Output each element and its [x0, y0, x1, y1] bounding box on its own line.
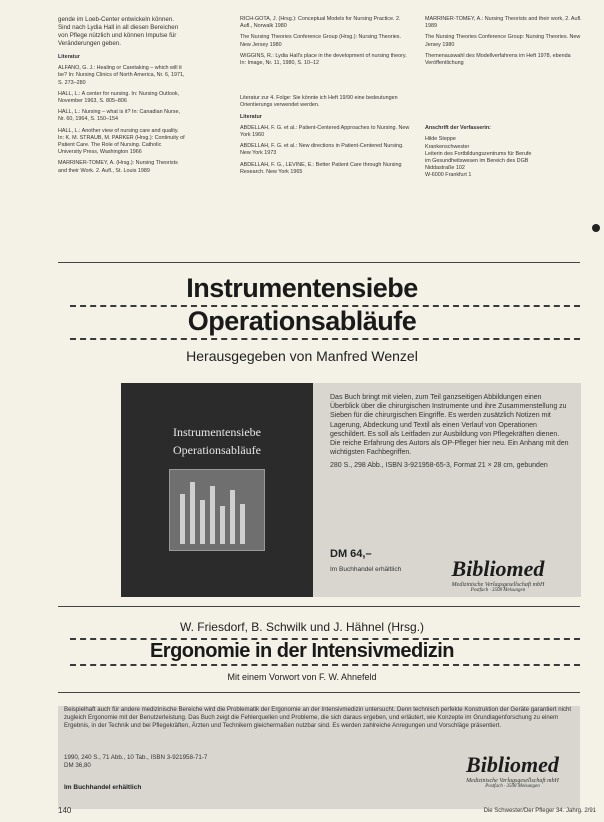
cover-title-1: Instrumentensiebe — [173, 425, 261, 439]
address-line: Hilde Steppe — [425, 136, 456, 143]
book-details: 1990, 240 S., 71 Abb., 10 Tab., ISBN 3-921958-71-7 — [64, 754, 208, 761]
author-address — [425, 136, 590, 179]
reference: HALL, L.: Nursing – what is it? In: Canadian Nurse, Nr. 60, 1964, S. 150–154 — [58, 109, 180, 123]
literature-note: Literatur zur 4. Folge: Sie könnte ich Heft 19/90 eine bedeutungen Orientierungs verwendet werden. — [240, 95, 398, 109]
buy-note: Im Buchhandel erhältlich — [330, 566, 402, 573]
blurb-text: Das Buch bringt mit vielen, zum Teil ganzseitigen Abbildungen einen Überblick über die chirurgischen Instrumente und ihre Zusammenstellung zu Sieben für die chirurgischen Eingriffe. Es werden zusätzlich Notizen mit Lagerung, Abdeckung und Textil als einen Verlauf von Operationen geschildert. Es soll als Leitfaden zur Ausbildung von Pflegekräften dienen. Die reiche Erfahrung des Autors als OP-Pfleger hier neu. Ein Anhang mit den wichtigsten Fachbegriffen. — [330, 394, 569, 457]
literature-heading: Literatur — [240, 113, 262, 120]
divider — [58, 692, 580, 693]
logo-address: Postfach · 3508 Melsungen — [485, 784, 540, 789]
ad-title-2: Operationsabläufe — [187, 306, 417, 336]
publisher-logo — [428, 556, 568, 593]
reference: HALL, L.: A center for nursing. In: Nursing Outlook, November 1963, S. 805–806 — [58, 90, 180, 105]
reference: The Nursing Theories Conference Group: Nursing Theories. New Jersey 1980 — [425, 34, 581, 48]
address-line: im Gesundheitswesen im Bereich des DGB — [425, 158, 529, 165]
ad-title-1: Instrumentensiebe — [186, 273, 418, 303]
logo-subtitle: Medizinische Verlagsgesellschaft mbH — [451, 582, 545, 588]
reference: HALL, L.: Another view of nursing care and quality. In: K. M. STRAUB, M. PARKER (Hrsg.): Continuity of Patient Care. The Role of Nursing. Catholic University Press, Washington 1966 — [58, 127, 185, 156]
price: DM 64,– — [330, 548, 372, 560]
article-column-1 — [58, 16, 186, 179]
ad2-blurb: Beispielhaft auch für andere medizinische Bereiche wird die Problematik der Ergonomie an der Intensivmedizin untersucht. Denn technisch perfekte Konstruktion der Geräte garantiert nicht zugleich Ergonomie mit der Benutzerleistung. Das Buch zeigt die Fehlerquellen und Probleme, die sich daraus ergeben, und erläutert, wie Konzepte im Grundlagenforschung zu einem Ergebnis, in der Technik und bei Pflegekräften, Ärzten und Technikern gleichermaßen nutzbar sind. Es werden zahlreiche Anregungen und Vorschläge präsentiert. — [64, 706, 572, 729]
ad-editor: Herausgegeben von Manfred Wenzel — [186, 348, 418, 364]
reference: ALFANO, G. J.: Healing or Caretaking – which will it be? In: Nursing Clinics of North America, Nr. 6, 1971, S. 273–280 — [58, 65, 185, 86]
article-column-3 — [425, 16, 590, 180]
reference: MARRINER-TOMEY, A. (Hrsg.): Nursing Theorists and their Work. 2. Aufl., St. Louis 1989 — [58, 160, 178, 174]
reference: WIGGINS, R.: Lydia Hall's place in the development of nursing theory. In: Image, Nr. 11, 1980, S. 10–12 — [240, 52, 407, 67]
reference: MARRINER-TOMEY, A.: Nursing Theorists and their work, 2. Aufl. 1989 — [425, 16, 582, 30]
ad-blurb — [330, 393, 570, 471]
buy-note: Im Buchhandel erhältlich — [64, 784, 142, 791]
logo-text: Bibliomed — [451, 556, 545, 581]
address-line: Leiterin des Fortbildungszentrums für Berufe — [425, 150, 532, 157]
price: DM 36,80 — [64, 762, 91, 769]
ad2-foreword: Mit einem Vorwort von F. W. Ahnefeld — [227, 672, 377, 682]
article-column-2 — [240, 16, 410, 180]
divider — [58, 262, 580, 263]
divider — [58, 606, 580, 607]
journal-reference: Die Schwester/Der Pfleger 34. Jahrg. 2/91 — [483, 808, 596, 814]
reference: RICH-GOTA, J. (Hrsg.): Conceptual Models for Nursing Practice. 2. Aufl., Norwalk 1980 — [240, 16, 401, 30]
page-number: 140 — [58, 806, 72, 815]
book-cover-image — [121, 383, 313, 597]
ad2-details — [64, 754, 207, 770]
logo-subtitle: Medizinische Verlagsgesellschaft mbH — [466, 778, 559, 784]
reference: ABDELLAH, F. G. et al.: Patient-Centered Approaches to Nursing. New York 1960 — [240, 124, 410, 139]
divider — [70, 338, 580, 340]
instrument-photo — [169, 469, 265, 551]
ad2-authors: W. Friesdorf, B. Schwilk und J. Hähnel (Hrsg.) — [179, 620, 425, 634]
publisher-logo — [445, 752, 580, 789]
book-details: 280 S., 298 Abb., ISBN 3-921958-65-3, Format 21 × 28 cm, gebunden — [330, 462, 548, 470]
address-heading: Anschrift der Verfasserin: — [425, 125, 491, 132]
literature-heading: Literatur — [58, 54, 80, 60]
ad2-title: Ergonomie in der Intensivmedizin — [149, 640, 455, 662]
address-line: W-6000 Frankfurt 1 — [425, 172, 472, 179]
reference: The Nursing Theories Conference Group (Hrsg.): Nursing Theories. New Jersey 1980 — [240, 34, 401, 48]
cover-title-2: Operationsabläufe — [173, 443, 261, 457]
reference: ABDELLAH, F. G. et al.: New directions in Patient-Centered Nursing. New York 1973 — [240, 143, 404, 157]
reference: ABDELLAH, F. G., LEVINE, E.: Better Patient Care through Nursing Research. New York 1965 — [240, 161, 402, 175]
logo-address: Postfach · 3508 Melsungen — [470, 588, 526, 593]
logo-text: Bibliomed — [466, 752, 559, 777]
article-text: gende im Loeb-Center entwickeln können. Sind nach Lydia Hall in all diesen Bereichen von Pflege nützlich und können Impulse für Veränderungen geben. — [58, 16, 179, 47]
address-line: Niddastraße 102 — [425, 165, 465, 172]
reference: Themenauswahl des Modellverfahrens im Heft 1978, ebenda Veröffentlichung — [425, 52, 571, 67]
address-line: Krankenschwester — [425, 143, 470, 150]
page-edge-mark — [592, 224, 600, 232]
divider — [70, 664, 580, 666]
